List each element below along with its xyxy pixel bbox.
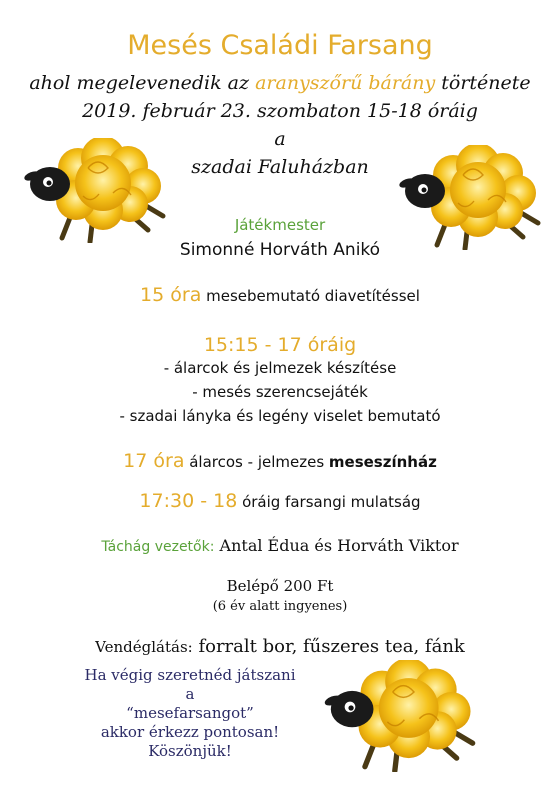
program-text-1: mesebemutató diavetítéssel [201,287,420,305]
page-title: Mesés Családi Farsang [127,30,433,61]
event-date: 2019. február 23. szombaton 15-18 óráig [82,100,478,122]
closing-note [70,666,310,761]
game-master-name: Simonné Horváth Anikó [179,240,381,260]
program-subitem-2: - mesés szerencsejáték [192,383,368,401]
entry-price: Belépő 200 Ft [226,577,334,595]
catering-label: Vendéglátás: [95,638,193,656]
subtitle-pre: ahol megelevenedik az [29,72,256,94]
closing-note-line-3: “mesefarsangot” [126,704,254,722]
program-text-4: óráig farsangi mulatság [237,493,421,511]
program-time-1: 15 óra [140,284,202,306]
event-place: szadai Faluházban [191,156,369,178]
subtitle-post: története [435,72,531,94]
closing-note-line-1: Ha végig szeretnéd játszani [84,666,296,684]
closing-note-line-4: akkor érkezz pontosan! [100,723,280,741]
program-subitem-1: - álarcok és jelmezek készítése [163,359,397,377]
program-item-3 [0,450,560,472]
sheep-illustration-bottom [318,660,478,772]
program-text-3-bold: meseszínház [328,453,437,471]
program-time-2: 15:15 - 17 óráig [203,334,357,356]
catering-line [0,636,560,657]
entry-note: (6 év alatt ingyenes) [212,599,348,614]
closing-note-line-5: Köszönjük! [148,742,232,760]
closing-note-line-2: a [185,685,195,703]
subtitle-highlight: aranyszőrű bárány [255,72,436,94]
program-item-4 [0,490,560,512]
program-text-3: álarcos - jelmezes [184,453,329,471]
catering-items: forralt bor, fűszeres tea, fánk [192,636,465,657]
dance-house-names: Antal Édua és Horváth Viktor [214,536,459,555]
program-item-1 [0,284,560,306]
program-time-3: 17 óra [123,450,185,472]
connector-word: a [274,128,286,150]
subtitle [0,72,560,94]
game-master-label: Játékmester [234,216,326,234]
dance-house-line [0,536,560,555]
program-time-4: 17:30 - 18 [139,490,238,512]
program-subitem-3: - szadai lányka és legény viselet bemutató [119,407,441,425]
dance-house-label: Táchág vezetők: [101,539,215,555]
